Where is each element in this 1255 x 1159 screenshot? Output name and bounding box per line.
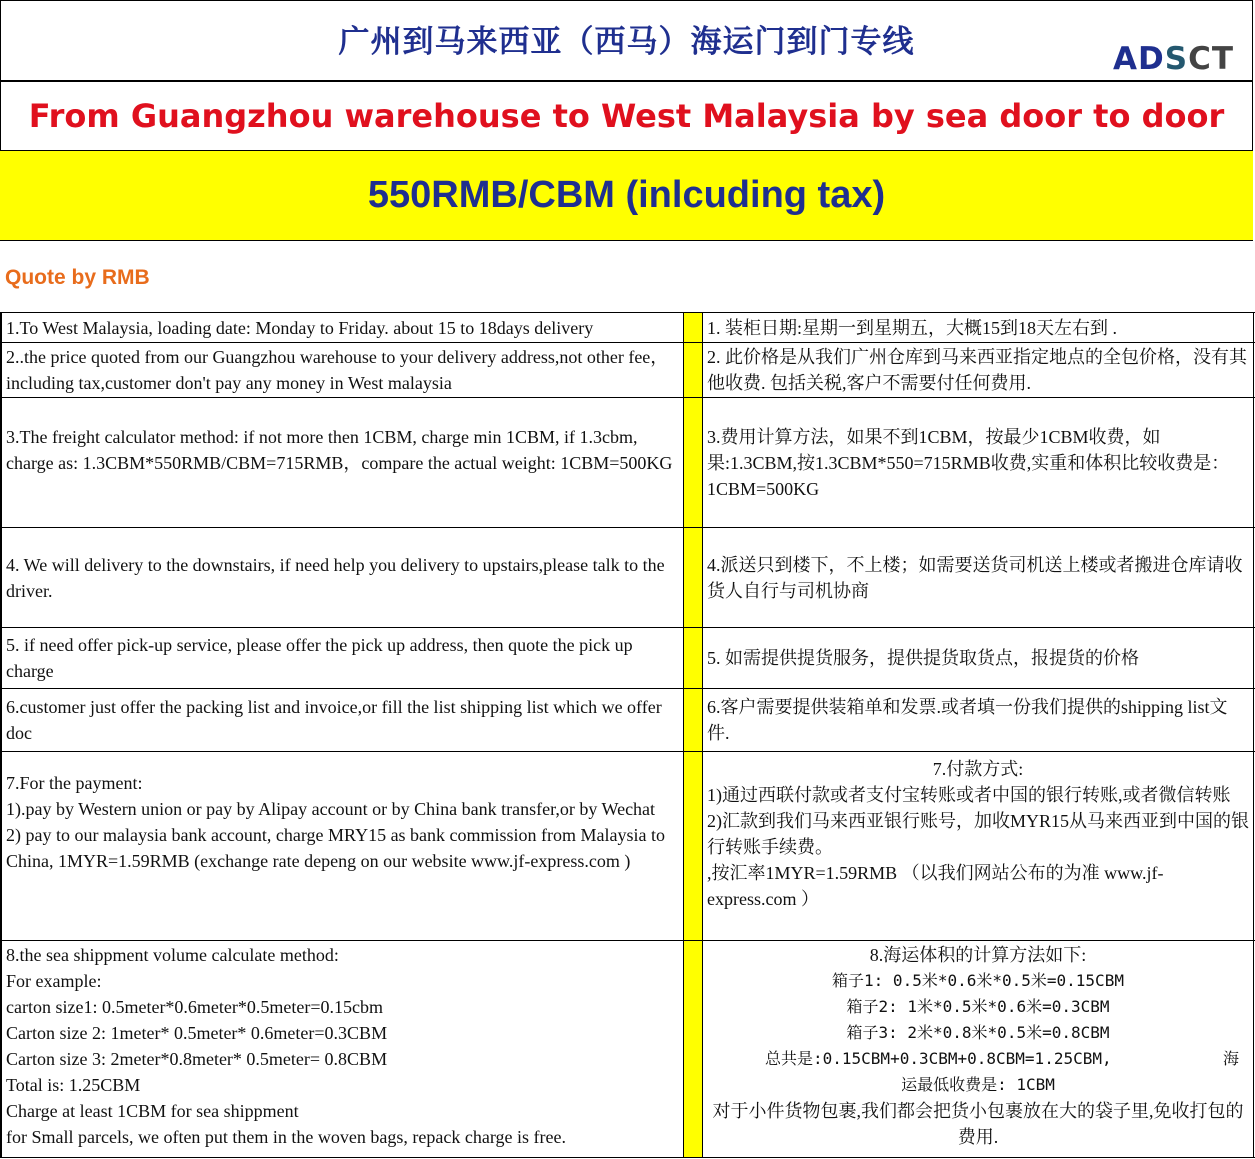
volume-cn-box3: 箱子3: 2米*0.8米*0.5米=0.8CBM	[846, 1023, 1110, 1042]
row-divider	[0, 1157, 1255, 1158]
row-en-cell	[0, 398, 683, 527]
row-cn-text: 6.客户需要提供装箱单和发票.或者填一份我们提供的shipping list文件.	[707, 697, 1228, 743]
volume-cn-min: 运最低收费是: 1CBM	[901, 1075, 1055, 1094]
yellow-separator	[683, 628, 703, 688]
row-cn-cell	[703, 343, 1254, 397]
row-en-text: 3.The freight calculator method: if not more then 1CBM, charge min 1CBM, if 1.3cbm, charge as: 1.3CBM*550RMB/CBM=715RMB，compare the actual weight: 1CBM=500KG	[6, 427, 673, 473]
row-en-text: 6.customer just offer the packing list and invoice,or fill the list shipping list which we offer doc	[6, 697, 662, 743]
volume-cn-total: 总共是:0.15CBM+0.3CBM+0.8CBM=1.25CBM,	[765, 1049, 1112, 1068]
yellow-separator	[683, 398, 703, 527]
quote-label: Quote by RMB	[5, 266, 150, 289]
yellow-separator	[683, 528, 703, 627]
row-en-cell	[0, 343, 683, 397]
row-cn-cell	[703, 398, 1254, 527]
row-cn-text: 3.费用计算方法，如果不到1CBM，按最少1CBM收费，如果:1.3CBM,按1.3CBM*550=715RMB收费,实重和体积比较收费是：1CBM=500KG	[707, 427, 1230, 499]
chinese-title-bar	[0, 0, 1253, 80]
row-cn-text: 1. 装柜日期:星期一到星期五，大概15到18天左右到 .	[707, 317, 1117, 338]
row-cn-cell	[703, 689, 1254, 751]
row-cn-text: 2. 此价格是从我们广州仓库到马来西亚指定地点的全包价格，没有其他收费. 包括关税,客户不需要付任何费用.	[707, 347, 1247, 393]
volume-en-line: Carton size 3: 2meter*0.8meter* 0.5meter= 0.8CBM	[6, 1049, 388, 1069]
logo-part-1: AD	[1113, 41, 1165, 77]
chinese-title: 广州到马来西亚（西马）海运门到门专线	[338, 24, 915, 60]
row-cn-cell	[703, 528, 1254, 627]
table-row	[0, 628, 1255, 688]
volume-cn-note: 对于小件货物包裹,我们都会把货小包裹放在大的袋子里,免收打包的费用.	[712, 1101, 1244, 1147]
payment-cn-title: 7.付款方式:	[932, 759, 1024, 779]
volume-en-line: Total is: 1.25CBM	[6, 1075, 141, 1095]
payment-en-title: 7.For the payment:	[6, 773, 143, 793]
volume-en-cell	[0, 941, 683, 1157]
row-en-cell	[0, 528, 683, 627]
row-en-cell	[0, 689, 683, 751]
table-row	[0, 689, 1255, 751]
volume-en-line: for Small parcels, we often put them in the woven bags, repack charge is free.	[6, 1127, 566, 1147]
payment-cn-option-1: 1)通过西联付款或者支付宝转账或者中国的银行转账,或者微信转账	[707, 785, 1231, 805]
yellow-separator	[683, 343, 703, 397]
table-row	[0, 343, 1255, 397]
table-row	[0, 528, 1255, 627]
volume-en-line: For example:	[6, 971, 102, 991]
yellow-separator	[683, 689, 703, 751]
english-title: From Guangzhou warehouse to West Malaysia by sea door to door	[28, 97, 1225, 135]
payment-cn-option-2: 2)汇款到我们马来西亚银行账号，加收MYR15从马来西亚到中国的银行转账手续费。	[707, 811, 1250, 857]
volume-cn-total-line	[707, 1046, 1249, 1072]
payment-en-cell	[0, 752, 683, 940]
table-row	[0, 398, 1255, 527]
logo-part-3: CT	[1188, 41, 1234, 77]
payment-row	[0, 752, 1255, 940]
volume-cn-cell	[703, 941, 1254, 1157]
price-text: 550RMB/CBM (inlcuding tax)	[367, 174, 886, 216]
yellow-separator	[683, 752, 703, 940]
logo-part-2: S	[1164, 41, 1189, 77]
row-cn-text: 4.派送只到楼下，不上楼；如需要送货司机送上楼或者搬进仓库请收货人自行与司机协商	[707, 554, 1243, 601]
row-en-text: 2..the price quoted from our Guangzhou warehouse to your delivery address,not other fee，including tax,customer don't pay any money in West malaysia	[6, 347, 669, 393]
volume-en-line: 8.the sea shippment volume calculate method:	[6, 945, 339, 965]
table-row	[0, 313, 1255, 342]
volume-cn-box1: 箱子1: 0.5米*0.6米*0.5米=0.15CBM	[832, 971, 1124, 990]
row-cn-text: 5. 如需提供提货服务，提供提货取货点，报提货的价格	[707, 648, 1139, 668]
row-cn-cell	[703, 628, 1254, 688]
volume-cn-box2: 箱子2: 1米*0.5米*0.6米=0.3CBM	[846, 997, 1110, 1016]
volume-row	[0, 941, 1255, 1157]
row-en-cell	[0, 628, 683, 688]
row-cn-cell	[703, 313, 1254, 342]
row-en-cell	[0, 313, 683, 342]
price-banner	[0, 150, 1253, 241]
payment-cn-exchange: ,按汇率1MYR=1.59RMB （以我们网站公布的为准 www.jf-express.com ）	[707, 863, 1164, 909]
row-en-text: 1.To West Malaysia, loading date: Monday to Friday. about 15 to 18days delivery	[6, 317, 594, 338]
english-title-bar	[0, 80, 1253, 150]
payment-cn-cell	[703, 752, 1254, 940]
volume-en-line: Carton size 2: 1meter* 0.5meter* 0.6meter=0.3CBM	[6, 1023, 388, 1043]
row-en-text: 4. We will delivery to the downstairs, if need help you delivery to upstairs,please talk to the driver.	[6, 554, 665, 601]
yellow-separator	[683, 313, 703, 342]
row-en-text: 5. if need offer pick-up service, please offer the pick up address, then quote the pick up charge	[6, 635, 633, 681]
payment-en-option-1: 1).pay by Western union or pay by Alipay account or by China bank transfer,or by Wechat	[6, 799, 656, 819]
volume-en-line: Charge at least 1CBM for sea shippment	[6, 1101, 299, 1121]
yellow-separator	[683, 941, 703, 1157]
volume-cn-total-tail: 海	[1222, 1049, 1239, 1068]
volume-cn-title: 8.海运体积的计算方法如下:	[869, 945, 1087, 965]
payment-en-option-2: 2) pay to our malaysia bank account, charge MRY15 as bank commission from Malaysia to China, 1MYR=1.59RMB (exchange rate depeng on our website www.jf-express.com )	[6, 825, 666, 871]
adsct-logo	[1113, 37, 1234, 78]
volume-en-line: carton size1: 0.5meter*0.6meter*0.5meter=0.15cbm	[6, 997, 384, 1017]
quote-label-row	[0, 241, 1253, 313]
